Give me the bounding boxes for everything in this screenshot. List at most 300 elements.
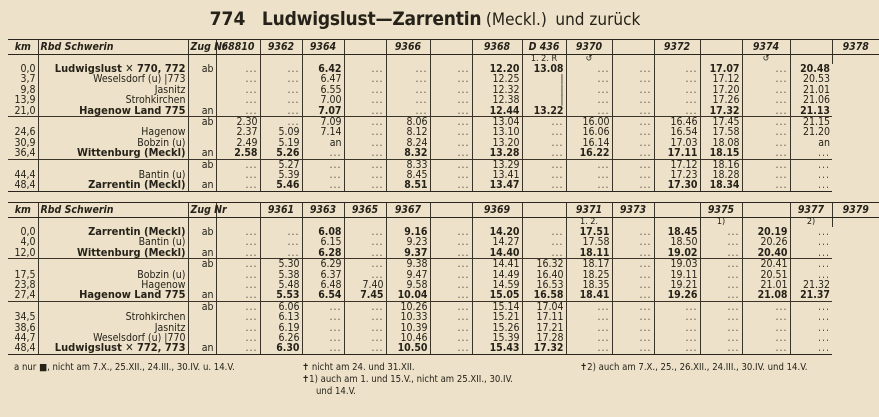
time-cell: 18.08	[700, 138, 742, 148]
station-name: Zarrentin (Meckl)	[88, 178, 186, 192]
time-cell: 5.46	[260, 180, 302, 191]
footnote-e: und 14.V.	[316, 386, 356, 397]
time-cell: ...	[302, 343, 344, 354]
time-cell: 21.01	[790, 85, 832, 95]
time-cell: ...	[612, 259, 654, 270]
time-cell: ...	[612, 237, 654, 247]
time-cell: 15.26	[472, 323, 522, 333]
station-name: Bobzin (u)	[137, 268, 186, 281]
station-name: Bantin (u)	[138, 236, 186, 249]
time-cell: ...	[522, 248, 566, 259]
time-cell: 14.41	[472, 259, 522, 270]
time-cell: ...	[260, 95, 302, 105]
time-cell: ...	[430, 148, 472, 159]
station-name: Weselsdorf (u) |770	[93, 332, 186, 345]
station-name: Ludwigslust ✕ 770, 772	[54, 62, 186, 75]
route-suffix: und zurück	[555, 10, 641, 30]
arr-dep-cell: an	[188, 343, 216, 354]
time-cell: ...	[430, 85, 472, 95]
time-cell: |	[522, 85, 566, 95]
header-cell: 9378	[832, 40, 879, 55]
station-name: Strohkirchen	[125, 311, 186, 324]
station-cell	[38, 103, 188, 117]
time-cell: ...	[430, 180, 472, 191]
time-cell: ...	[654, 323, 700, 333]
time-cell: 13.47	[472, 180, 522, 191]
header-row	[8, 203, 879, 218]
arr-dep-cell: ab	[188, 259, 216, 270]
arr-dep-cell: ab	[188, 227, 216, 237]
time-cell: 13.08	[522, 64, 566, 74]
time-cell: 2.49	[216, 138, 260, 148]
time-cell: 7.09	[302, 117, 344, 128]
header-cell: 9364	[302, 40, 344, 55]
time-cell: 14.40	[472, 248, 522, 259]
time-cell: ...	[216, 95, 260, 105]
km-cell: 34,5	[14, 311, 36, 324]
arr-dep-cell	[188, 312, 216, 322]
header-cell: 9375	[700, 203, 742, 218]
time-cell: ...	[260, 227, 302, 237]
time-cell: 6.48	[302, 280, 344, 290]
time-cell: ...	[216, 323, 260, 333]
time-cell: ...	[216, 64, 260, 74]
time-cell: 10.04	[386, 290, 430, 301]
time-cell: ...	[566, 180, 612, 191]
time-cell: ...	[344, 301, 386, 312]
time-cell: ...	[612, 170, 654, 180]
table-row	[8, 290, 879, 301]
km-cell: 13,9	[14, 94, 36, 107]
station-name: Jasnitz	[154, 321, 186, 334]
time-cell: ...	[302, 312, 344, 322]
time-cell: ...	[260, 64, 302, 74]
time-cell: ...	[522, 170, 566, 180]
time-cell: 5.19	[260, 138, 302, 148]
arr-dep-cell: an	[188, 106, 216, 117]
arr-dep-cell: ab	[188, 117, 216, 128]
time-cell: ...	[344, 64, 386, 74]
time-cell: ...	[216, 259, 260, 270]
time-cell: 19.02	[654, 248, 700, 259]
time-cell: ...	[344, 95, 386, 105]
time-cell: 16.22	[566, 148, 612, 159]
time-cell: 6.29	[302, 259, 344, 270]
time-cell: 7.00	[302, 95, 344, 105]
arr-dep-cell: an	[188, 148, 216, 159]
time-cell: ...	[742, 127, 790, 137]
time-cell: 17.26	[700, 95, 742, 105]
time-cell: 15.21	[472, 312, 522, 322]
time-cell: ...	[344, 74, 386, 84]
time-cell: 13.28	[472, 148, 522, 159]
time-cell: 2.30	[216, 117, 260, 128]
time-cell: ...	[742, 159, 790, 170]
time-cell: ...	[654, 85, 700, 95]
time-cell: ...	[522, 237, 566, 247]
time-cell: 13.04	[472, 117, 522, 128]
time-cell: ...	[654, 312, 700, 322]
time-cell: 19.11	[654, 270, 700, 280]
time-cell: ...	[612, 323, 654, 333]
header-cell: 9379	[832, 203, 879, 218]
km-cell: 23,8	[14, 279, 36, 292]
time-cell: ...	[790, 259, 832, 270]
time-cell: ...	[612, 248, 654, 259]
time-cell: ...	[430, 117, 472, 128]
time-cell: 8.06	[386, 117, 430, 128]
header-cell: 9370	[566, 40, 612, 55]
time-cell: ...	[216, 170, 260, 180]
time-cell: ...	[430, 259, 472, 270]
time-cell: 7.40	[344, 280, 386, 290]
time-cell: 17.58	[700, 127, 742, 137]
time-cell: 5.09	[260, 127, 302, 137]
time-cell: ...	[654, 343, 700, 354]
time-cell: ...	[430, 159, 472, 170]
time-cell: ...	[612, 117, 654, 128]
header-row	[8, 40, 879, 55]
time-cell: ...	[302, 159, 344, 170]
time-cell: 18.45	[654, 227, 700, 237]
time-cell: ...	[216, 74, 260, 84]
header-cell	[612, 40, 654, 55]
time-cell: ...	[742, 95, 790, 105]
time-cell: 8.51	[386, 180, 430, 191]
time-cell: ...	[260, 248, 302, 259]
time-cell: ...	[742, 74, 790, 84]
time-cell: ...	[344, 227, 386, 237]
time-cell: 21.08	[742, 290, 790, 301]
time-cell: 20.48	[790, 64, 832, 74]
header-cell: 9377	[790, 203, 832, 218]
header-cell: 9371	[566, 203, 612, 218]
km-cell: 30,9	[14, 136, 36, 149]
header-cell	[522, 203, 566, 218]
header-cell: 9362	[260, 40, 302, 55]
time-cell: ...	[430, 95, 472, 105]
time-cell: ...	[216, 343, 260, 354]
time-cell: 20.40	[742, 248, 790, 259]
time-cell: 7.45	[344, 290, 386, 301]
arr-dep-cell: ab	[188, 64, 216, 74]
subheader-cell	[832, 218, 879, 228]
time-cell: ...	[612, 343, 654, 354]
time-cell: 16.54	[654, 127, 700, 137]
time-cell: |	[522, 95, 566, 105]
table-row	[8, 117, 879, 128]
time-cell: 17.04	[522, 301, 566, 312]
time-cell: ...	[344, 85, 386, 95]
header-cell: 9372	[654, 40, 700, 55]
time-cell: 21.37	[790, 290, 832, 301]
time-cell: 14.27	[472, 237, 522, 247]
time-cell: ...	[430, 74, 472, 84]
time-cell: ...	[742, 333, 790, 343]
time-cell: ...	[216, 280, 260, 290]
time-cell: 5.38	[260, 270, 302, 280]
time-cell: ...	[742, 85, 790, 95]
table-row	[8, 148, 879, 159]
time-cell: ...	[566, 323, 612, 333]
arr-dep-cell: ab	[188, 301, 216, 312]
time-cell: ...	[790, 180, 832, 191]
time-cell: ...	[654, 106, 700, 117]
header-cell: Zug Nr	[188, 40, 216, 55]
time-cell: ...	[430, 312, 472, 322]
time-cell: ...	[344, 259, 386, 270]
time-cell: ...	[700, 227, 742, 237]
time-cell: 6.28	[302, 248, 344, 259]
time-cell: ...	[566, 85, 612, 95]
time-cell: 16.58	[522, 290, 566, 301]
station-name: Wittenburg (Meckl)	[76, 245, 186, 259]
time-cell: 17.12	[700, 74, 742, 84]
time-cell: 16.53	[522, 280, 566, 290]
time-cell: 20.53	[790, 74, 832, 84]
time-cell: 18.16	[700, 159, 742, 170]
header-cell	[344, 40, 386, 55]
time-cell: 15.05	[472, 290, 522, 301]
time-cell: 12.32	[472, 85, 522, 95]
time-cell: ...	[522, 138, 566, 148]
time-cell: ...	[430, 323, 472, 333]
time-cell: 19.03	[654, 259, 700, 270]
time-cell: ...	[612, 180, 654, 191]
time-cell: ...	[566, 64, 612, 74]
station-name: Hagenow	[141, 279, 186, 292]
time-cell: ...	[654, 333, 700, 343]
footnote-b: ✝ nicht am 24. und 31.XII.	[302, 362, 415, 373]
km-cell: 3,7	[20, 73, 36, 86]
time-cell: ...	[216, 227, 260, 237]
time-cell: ...	[522, 148, 566, 159]
time-cell: ...	[566, 301, 612, 312]
time-cell: ...	[344, 343, 386, 354]
time-cell: 14.59	[472, 280, 522, 290]
time-cell: 17.07	[700, 64, 742, 74]
time-cell: ...	[344, 248, 386, 259]
time-cell: ...	[742, 301, 790, 312]
time-cell: ...	[790, 323, 832, 333]
time-cell: 9.37	[386, 248, 430, 259]
arr-dep-cell	[188, 74, 216, 84]
time-cell: ...	[430, 138, 472, 148]
station-name: Jasnitz	[154, 83, 186, 96]
time-cell: ...	[260, 106, 302, 117]
time-cell: 16.40	[522, 270, 566, 280]
station-name: Ludwigslust ✕ 772, 773	[54, 341, 186, 355]
km-cell: 27,4	[14, 289, 36, 302]
header-cell	[700, 40, 742, 55]
time-cell: ...	[430, 237, 472, 247]
time-cell: 21.13	[790, 106, 832, 117]
arr-dep-cell	[188, 85, 216, 95]
time-cell: 19.26	[654, 290, 700, 301]
time-cell: ...	[216, 312, 260, 322]
time-cell: ...	[612, 301, 654, 312]
header-cell: Rbd Schwerin	[38, 40, 188, 55]
time-cell: 14.20	[472, 227, 522, 237]
time-cell: ...	[386, 85, 430, 95]
route-region: (Meckl.)	[485, 10, 547, 30]
time-cell: ...	[742, 138, 790, 148]
time-cell: ...	[612, 74, 654, 84]
arr-dep-cell	[188, 323, 216, 333]
time-cell: ...	[612, 85, 654, 95]
time-cell: ...	[566, 74, 612, 84]
time-cell: ...	[430, 227, 472, 237]
time-cell: 12.38	[472, 95, 522, 105]
time-cell: 6.08	[302, 227, 344, 237]
arr-dep-cell	[188, 270, 216, 280]
time-cell: ...	[260, 117, 302, 128]
station-name: Wittenburg (Meckl)	[76, 146, 186, 160]
time-cell: 8.24	[386, 138, 430, 148]
header-cell	[790, 40, 832, 55]
time-cell: ...	[344, 312, 386, 322]
time-cell: 21.32	[790, 280, 832, 290]
station-cell	[38, 180, 188, 191]
time-cell: ...	[216, 85, 260, 95]
time-cell: ...	[216, 180, 260, 191]
table-row	[8, 106, 879, 117]
time-cell: |	[522, 74, 566, 84]
time-cell: 13.22	[522, 106, 566, 117]
time-cell: ...	[386, 74, 430, 84]
time-cell: ...	[612, 227, 654, 237]
time-cell: ...	[790, 227, 832, 237]
time-cell: 2.58	[216, 148, 260, 159]
km-cell: 0,0	[20, 226, 36, 238]
time-cell: ...	[216, 106, 260, 117]
time-cell: 8.12	[386, 127, 430, 137]
time-cell: 17.20	[700, 85, 742, 95]
time-cell: 2.37	[216, 127, 260, 137]
km-cell: 17,5	[14, 268, 36, 281]
time-cell: 17.11	[654, 148, 700, 159]
time-cell: 18.25	[566, 270, 612, 280]
time-cell: 6.19	[260, 323, 302, 333]
station-name: Strohkirchen	[125, 94, 186, 107]
time-cell: 20.26	[742, 237, 790, 247]
subheader-cell: ↺	[566, 55, 612, 65]
time-cell: ...	[344, 237, 386, 247]
arr-dep-cell: an	[188, 180, 216, 191]
time-cell: 7.07	[302, 106, 344, 117]
time-cell: ...	[216, 301, 260, 312]
time-cell: 10.46	[386, 333, 430, 343]
time-cell: ...	[654, 64, 700, 74]
header-cell	[654, 203, 700, 218]
time-cell: ...	[654, 95, 700, 105]
time-cell: 10.39	[386, 323, 430, 333]
time-cell: 9.38	[386, 259, 430, 270]
time-cell: ...	[260, 74, 302, 84]
time-cell: ...	[790, 270, 832, 280]
time-cell: an	[302, 138, 344, 148]
time-cell: ...	[790, 301, 832, 312]
time-cell: ...	[566, 312, 612, 322]
time-cell: ...	[742, 343, 790, 354]
km-cell: 48,4	[8, 180, 38, 191]
time-cell: 6.13	[260, 312, 302, 322]
time-cell: 13.20	[472, 138, 522, 148]
table-row	[8, 343, 879, 354]
time-cell: ...	[344, 106, 386, 117]
time-cell: an	[790, 138, 832, 148]
km-cell: 38,6	[14, 321, 36, 334]
time-cell: ...	[260, 85, 302, 95]
time-cell: ...	[654, 74, 700, 84]
time-cell: ...	[742, 170, 790, 180]
time-cell: ...	[430, 301, 472, 312]
time-cell: ...	[742, 323, 790, 333]
time-cell: ...	[430, 270, 472, 280]
header-cell	[742, 203, 790, 218]
header-cell: 9367	[386, 203, 430, 218]
time-cell: ...	[790, 333, 832, 343]
time-cell: 16.14	[566, 138, 612, 148]
time-cell: ...	[430, 333, 472, 343]
time-cell: 17.12	[654, 159, 700, 170]
time-cell: 9.47	[386, 270, 430, 280]
time-cell: ...	[612, 127, 654, 137]
station-name: Hagenow Land 775	[79, 103, 186, 117]
time-cell: 12.44	[472, 106, 522, 117]
route-name: Ludwigslust—Zarrentin	[261, 8, 482, 30]
header-cell: 9366	[386, 40, 430, 55]
time-cell: 16.00	[566, 117, 612, 128]
time-cell: ...	[612, 312, 654, 322]
time-cell: ...	[302, 323, 344, 333]
time-cell: 21.01	[742, 280, 790, 290]
time-cell: 13.41	[472, 170, 522, 180]
time-cell: ...	[344, 270, 386, 280]
time-cell: ...	[386, 95, 430, 105]
time-cell: 10.33	[386, 312, 430, 322]
time-cell: ...	[522, 180, 566, 191]
time-cell: 8.45	[386, 170, 430, 180]
time-cell: 9.16	[386, 227, 430, 237]
time-cell: ...	[216, 270, 260, 280]
time-cell: 16.32	[522, 259, 566, 270]
header-cell: 9361	[260, 203, 302, 218]
time-cell: ...	[522, 127, 566, 137]
header-cell: 68810	[216, 40, 260, 55]
time-cell: 9.23	[386, 237, 430, 247]
time-cell: ...	[302, 301, 344, 312]
header-cell: 9369	[472, 203, 522, 218]
time-cell: ...	[612, 270, 654, 280]
time-cell: ...	[302, 170, 344, 180]
header-cell	[430, 40, 472, 55]
time-cell: ...	[700, 323, 742, 333]
header-cell: Zug Nr	[188, 203, 216, 218]
header-cell	[430, 203, 472, 218]
time-cell: 8.33	[386, 159, 430, 170]
time-cell: 14.49	[472, 270, 522, 280]
time-cell: 19.21	[654, 280, 700, 290]
table-row	[8, 312, 879, 322]
time-cell: 6.54	[302, 290, 344, 301]
time-cell: 17.21	[522, 323, 566, 333]
time-cell: ...	[612, 333, 654, 343]
time-cell: ...	[612, 95, 654, 105]
station-name: Bobzin (u)	[137, 136, 186, 149]
km-cell: 4,0	[20, 236, 36, 249]
time-cell: 17.28	[522, 333, 566, 343]
